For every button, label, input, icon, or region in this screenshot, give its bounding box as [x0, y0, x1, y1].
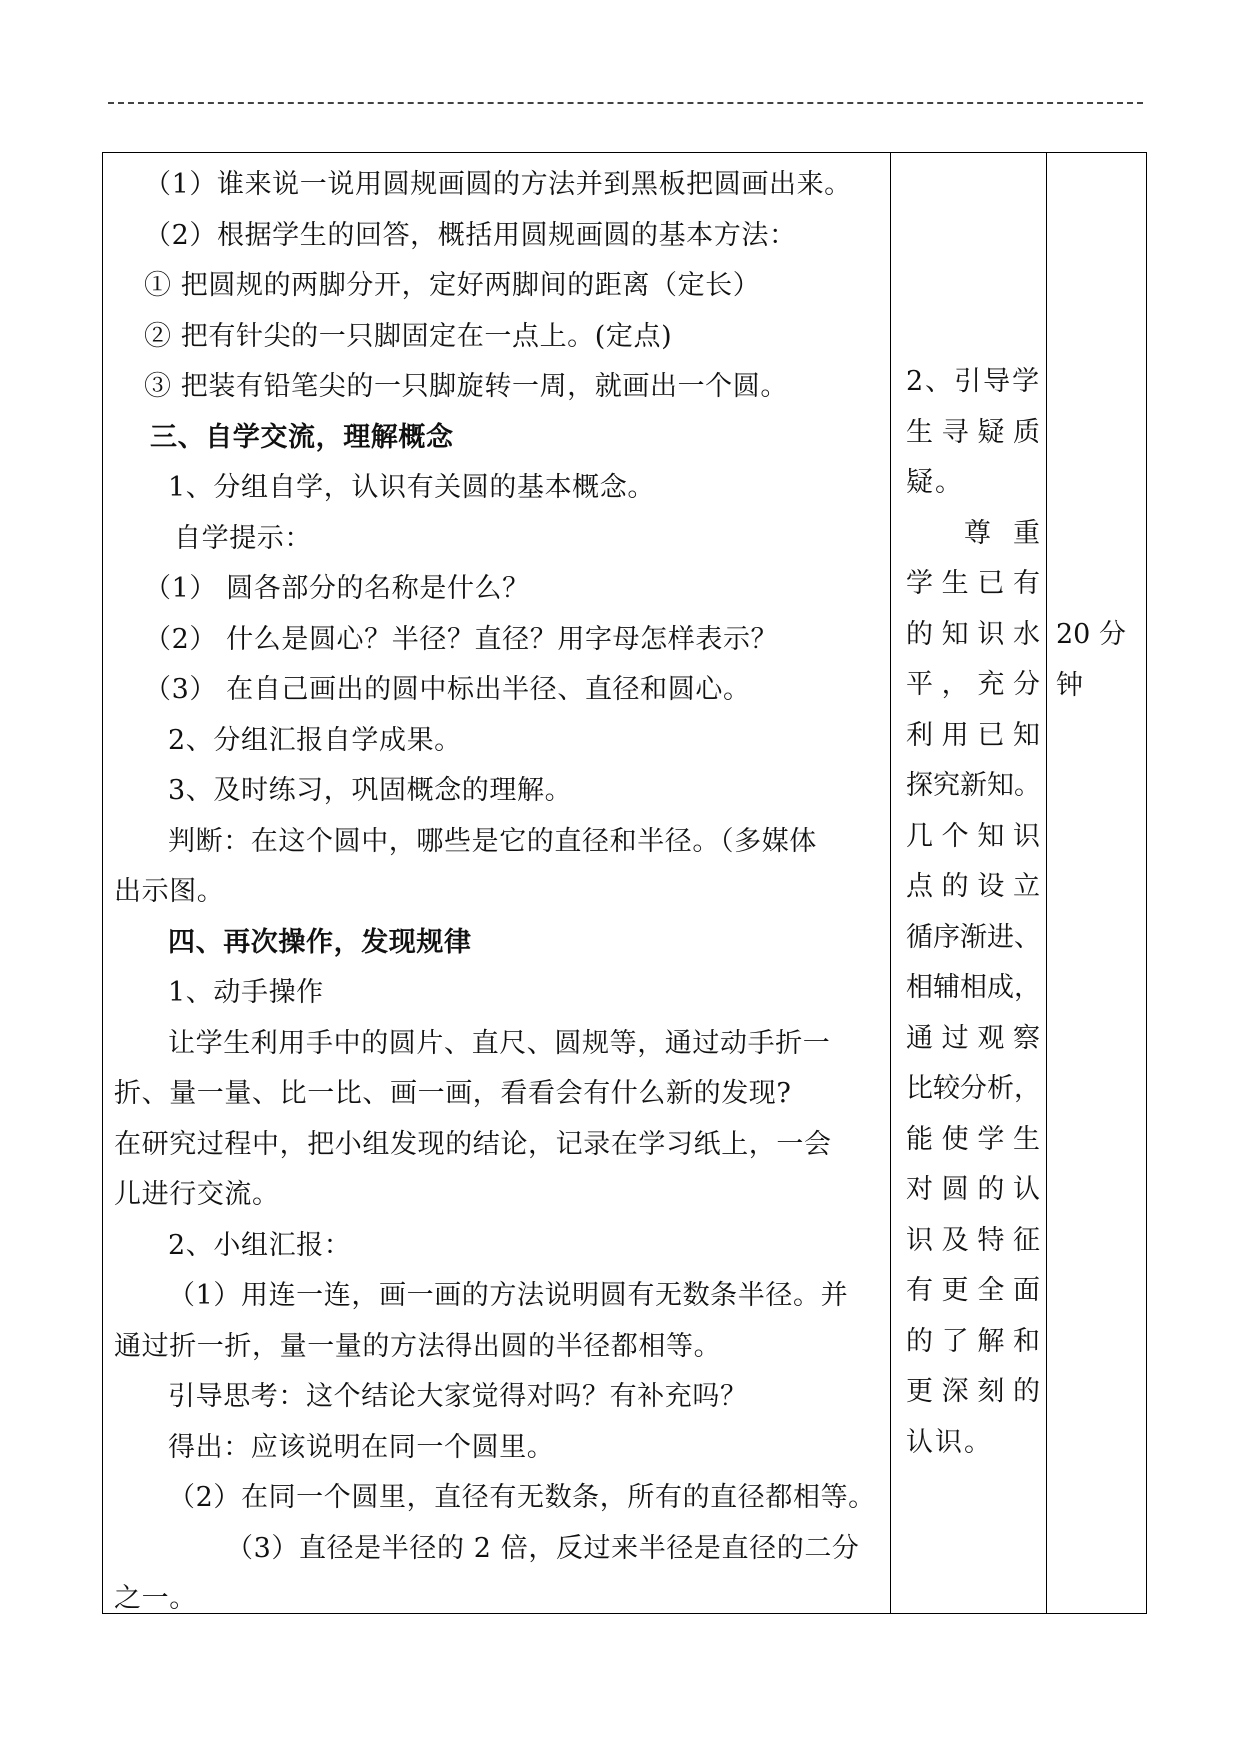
body-line: （1）谁来说一说用圆规画圆的方法并到黑板把圆画出来。: [144, 169, 852, 200]
body-line: ① 把圆规的两脚分开，定好两脚间的距离（定长）: [144, 270, 761, 301]
column-divider-2: [1046, 152, 1047, 1614]
design-note-line: 尊 重: [964, 517, 1040, 549]
body-line: ② 把有针尖的一只脚固定在一点上。(定点): [144, 320, 673, 352]
body-line: （1）用连一连，画一画的方法说明圆有无数条半径。并: [168, 1280, 849, 1311]
design-note-line: 学 生 已 有: [906, 568, 1040, 599]
design-note-line: 通 过 观 察: [906, 1022, 1040, 1054]
body-line: 儿进行交流。: [114, 1179, 280, 1210]
body-line: （3）直径是半径的 2 倍，反过来半径是直径的二分: [226, 1532, 860, 1564]
design-note-line: 相 辅 相 成 ，: [906, 972, 1041, 1003]
design-note-line: 的 了 解 和: [906, 1325, 1040, 1357]
design-note-line: 探 究 新 知 。: [906, 770, 1041, 801]
design-note-line: 能 使 学 生: [906, 1123, 1040, 1155]
body-line: 得出：应该说明在同一个圆里。: [168, 1431, 555, 1463]
body-line: 自学提示：: [174, 522, 312, 554]
body-line: （3） 在自己画出的圆中标出半径、直径和圆心。: [144, 674, 751, 705]
column-divider-1: [890, 152, 891, 1614]
body-line: 引导思考：这个结论大家觉得对吗？有补充吗？: [168, 1381, 748, 1412]
design-note-line: 认识。: [906, 1426, 993, 1458]
time-allocation-line: 钟: [1056, 669, 1083, 701]
teaching-process-column: [114, 160, 884, 1625]
design-intent-column: [906, 357, 1040, 1468]
body-line: 1、分组自学，认识有关圆的基本概念。: [168, 472, 655, 503]
design-note-line: 循 序 渐 进 、: [906, 921, 1041, 953]
body-line: 出示图。: [114, 876, 225, 907]
body-line: 判断：在这个圆中，哪些是它的直径和半径。（多媒体: [168, 825, 817, 857]
section-heading: 四、再次操作，发现规律: [168, 926, 472, 958]
body-line: 让学生利用手中的圆片、直尺、圆规等，通过动手折一: [168, 1027, 831, 1059]
body-line: 折、量一量、比一比、画一画，看看会有什么新的发现?: [114, 1078, 792, 1109]
body-line: 2、小组汇报：: [168, 1229, 352, 1261]
body-line: 1、动手操作: [168, 977, 324, 1008]
time-allocation-line: 20 分: [1056, 619, 1126, 650]
body-line: 3、及时练习，巩固概念的理解。: [168, 775, 573, 806]
header-dashed-rule: [108, 102, 1143, 104]
body-line: 在研究过程中，把小组发现的结论，记录在学习纸上，一会: [114, 1128, 832, 1160]
body-line: 通过折一折，量一量的方法得出圆的半径都相等。: [114, 1330, 722, 1362]
time-column: [1056, 610, 1142, 711]
design-note-line: 利 用 已 知: [906, 719, 1040, 751]
design-note-line: 疑。: [906, 467, 964, 498]
design-note-line: 点 的 设 立: [906, 871, 1040, 902]
body-line: 2、分组汇报自学成果。: [168, 724, 462, 756]
design-note-line: 生 寻 疑 质: [906, 416, 1040, 448]
design-note-line: 对 圆 的 认: [906, 1174, 1040, 1205]
design-note-line: 更 深 刻 的: [906, 1376, 1040, 1407]
design-note-line: 有 更 全 面: [906, 1275, 1040, 1306]
body-line: 之一。: [114, 1583, 197, 1614]
body-line: （2）在同一个圆里，直径有无数条，所有的直径都相等。: [168, 1482, 876, 1513]
body-line: ③ 把装有铅笔尖的一只脚旋转一周，就画出一个圆。: [144, 371, 788, 402]
design-note-line: 几 个 知 识: [906, 820, 1040, 852]
section-heading: 三、自学交流，理解概念: [150, 421, 454, 453]
design-note-line: 比 较 分 析 ，: [906, 1073, 1041, 1104]
design-note-line: 识 及 特 征: [906, 1224, 1040, 1256]
body-line: （1） 圆各部分的名称是什么？: [144, 573, 530, 604]
body-line: （2） 什么是圆心？半径？直径？用字母怎样表示？: [144, 623, 779, 655]
design-note-line: 平 ， 充 分: [906, 669, 1040, 700]
design-note-line: 2、引导学: [906, 366, 1042, 397]
body-line: （2）根据学生的回答，概括用圆规画圆的基本方法：: [144, 219, 797, 251]
design-note-line: 的 知 识 水: [906, 618, 1040, 650]
